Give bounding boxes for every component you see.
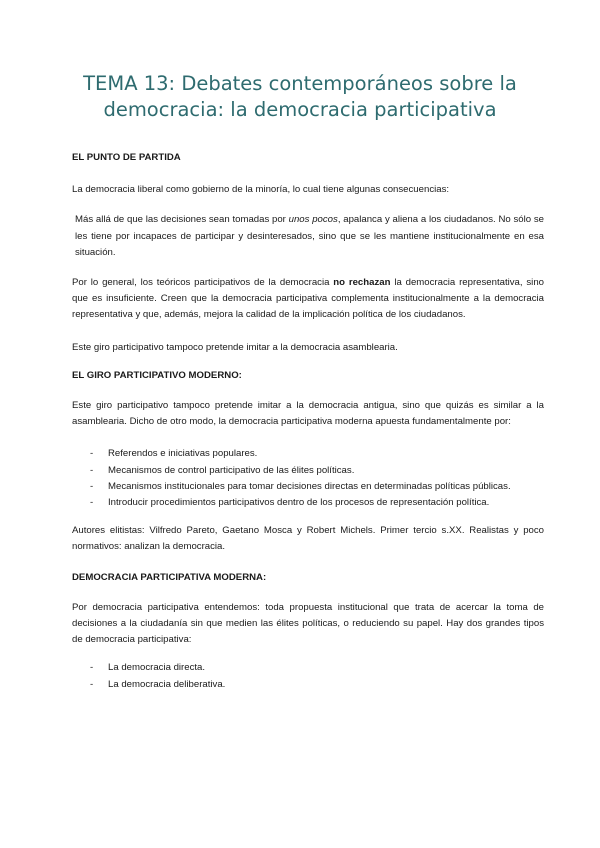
title-line-2: democracia: la democracia participativa [103,98,497,121]
section-heading-democracia-participativa: DEMOCRACIA PARTICIPATIVA MODERNA: [72,571,267,583]
bullet-list [72,446,544,511]
paragraph: Por democracia participativa entendemos: toda propuesta institucional que trata de acercar la toma de decisiones a la ciudadanía sin que medien las élites políticas, o reduciendo su papel. Hay dos grandes tipos de democracia participativa: [72,601,544,646]
list-item: - La democracia deliberativa. [72,677,544,693]
paragraph: Más allá de que las decisiones sean tomadas por unos pocos, apalanca y aliena a los ciudadanos. No sólo se les tiene por incapaces de participar y desinteresados, sino que se les mantiene institucionalmente en esa situación. [75,214,544,258]
list-item: - Mecanismos institucionales para tomar decisiones directas en determinadas políticas públicas. [72,479,544,495]
list-item: - La democracia directa. [72,660,544,676]
document-body [72,150,544,705]
list-item: - Introducir procedimientos participativos dentro de los procesos de representación política. [72,495,544,511]
bullet-list [72,660,544,692]
paragraph: Por lo general, los teóricos participativos de la democracia no rechazan la democracia representativa, sino que es insuficiente. Creen que la democracia participativa complementa institucionalmente a la democracia representativa y que, además, mejora la calidad de la implicación política de los ciudadanos. [72,277,544,321]
paragraph: Este giro participativo tampoco pretende imitar a la democracia antigua, sino que quizás es similar a la asamblearia. Dicho de otro modo, la democracia participativa moderna apuesta fundamentalmente por: [72,400,544,428]
title-line-1: TEMA 13: Debates contemporáneos sobre la [83,72,517,95]
section-heading-giro-participativo: EL GIRO PARTICIPATIVO MODERNO: [72,369,242,381]
list-item: - Referendos e iniciativas populares. [72,446,544,462]
paragraph: Autores elitistas: Vilfredo Pareto, Gaetano Mosca y Robert Michels. Primer tercio s.XX. Realistas y poco normativos: analizan la democracia. [72,525,544,553]
page-title [40,71,560,123]
paragraph: La democracia liberal como gobierno de la minoría, lo cual tiene algunas consecuencias: [72,184,450,196]
section-heading-punto-de-partida: EL PUNTO DE PARTIDA [72,152,181,163]
list-item: - Mecanismos de control participativo de las élites políticas. [72,463,544,479]
paragraph: Este giro participativo tampoco pretende imitar a la democracia asamblearia. [72,341,398,353]
